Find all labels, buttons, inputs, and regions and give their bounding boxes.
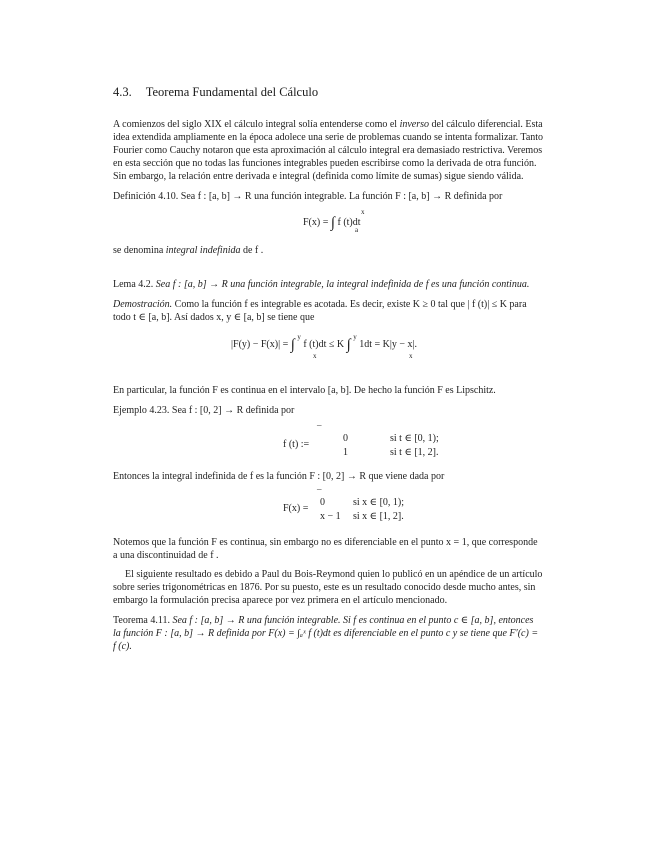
definition-text: Definición 4.10. Sea f : [a, b] → R una función integrable. La función F : [a, b] → R definida por [113,191,503,202]
integral-sign: ∫ [290,337,295,353]
section-number: 4.3. [113,85,132,99]
entonces-text: Entonces la integral indefinida de f es la función F : [0, 2] → R que viene dada por [113,471,445,482]
theorem-line-1: Teorema 4.11. Sea f : [a, b] → R una función integrable. Si f es continua en el punto c ∈ [a, b], entonces [113,615,534,626]
bois-line-2: sobre series trigonométricas en 1876. Por su puesto, este es un resultado conocido desde mucho antes, sin [113,582,536,593]
definition-formula: F(x) = ∫ x a f (t)dt [303,208,365,234]
theorem-line-2: la función F : [a, b] → R definida por F(x) = ∫ₐˣ f (t)dt es diferenciable en el punto c y se tiene que F′(c) = [113,628,539,639]
section-title: Teorema Fundamental del Cálculo [145,85,319,99]
intro-line-2: idea extendida ampliamente en la época adolece una serie de problemas cuando se intenta formalizar. Tanto [113,132,544,143]
notemos-line-2: a una discontinuidad de f . [113,550,219,561]
proof-line-2: todo t ∈ [a, b]. Así dados x, y ∈ [a, b] se tiene que [113,312,315,323]
section-heading [113,84,318,101]
proof-line-1: Demostración. Como la función f es integrable es acotada. Es decir, existe K ≥ 0 tal que | f (t)| ≤ K para [113,299,527,310]
definition-conclusion: se denomina integral indefinida de f . [113,245,264,256]
brace-icon: ¯ [317,488,322,498]
intro-line-1: A comienzos del siglo XIX el cálculo integral solía entenderse como el inverso del cálculo diferencial. Esta [113,119,543,130]
intro-line-3: Fourier como Cauchy notaron que esta aproximación al cálculo integral era demasiado restrictiva. Veremos [113,145,543,156]
brace-icon: ¯ [317,424,322,434]
intro-line-4: en esta sección que no todas las funciones integrables pueden escribirse como la derivada de otra función. [113,158,537,169]
intro-line-5: Sin embargo, la relación entre derivada e integral (definida como límite de sumas) sigue siendo válida. [113,171,524,182]
lemma-4-2: Lema 4.2. Sea f : [a, b] → R una función integrable, la integral indefinida de f es una función continua. [113,279,530,290]
integral-sign: ∫ [346,337,351,353]
proof-formula: |F(y) − F(x)| = ∫ $^y$ f (t)dt ≤ K ∫ $^y$ 1dt = K|y − x|. x x [231,333,418,360]
notemos-line-1: Notemos que la función F es continua, sin embargo no es diferenciable en el punto x = 1, que corresponde [113,537,538,548]
integral-sign: ∫ [330,215,335,231]
bois-line-3: embargo la formulación precisa aparece por vez primera en el artículo mencionado. [113,595,448,606]
particular-remark: En particular, la función F es continua en el intervalo [a, b]. De hecho la función F es Lipschitz. [113,385,496,396]
theorem-line-3: f (c). [113,641,132,652]
bois-line-1: El siguiente resultado es debido a Paul du Bois-Reymond quien lo publicó en un apéndice de un artículo [125,569,543,580]
example-text: Ejemplo 4.23. Sea f : [0, 2] → R definida por [113,405,295,416]
